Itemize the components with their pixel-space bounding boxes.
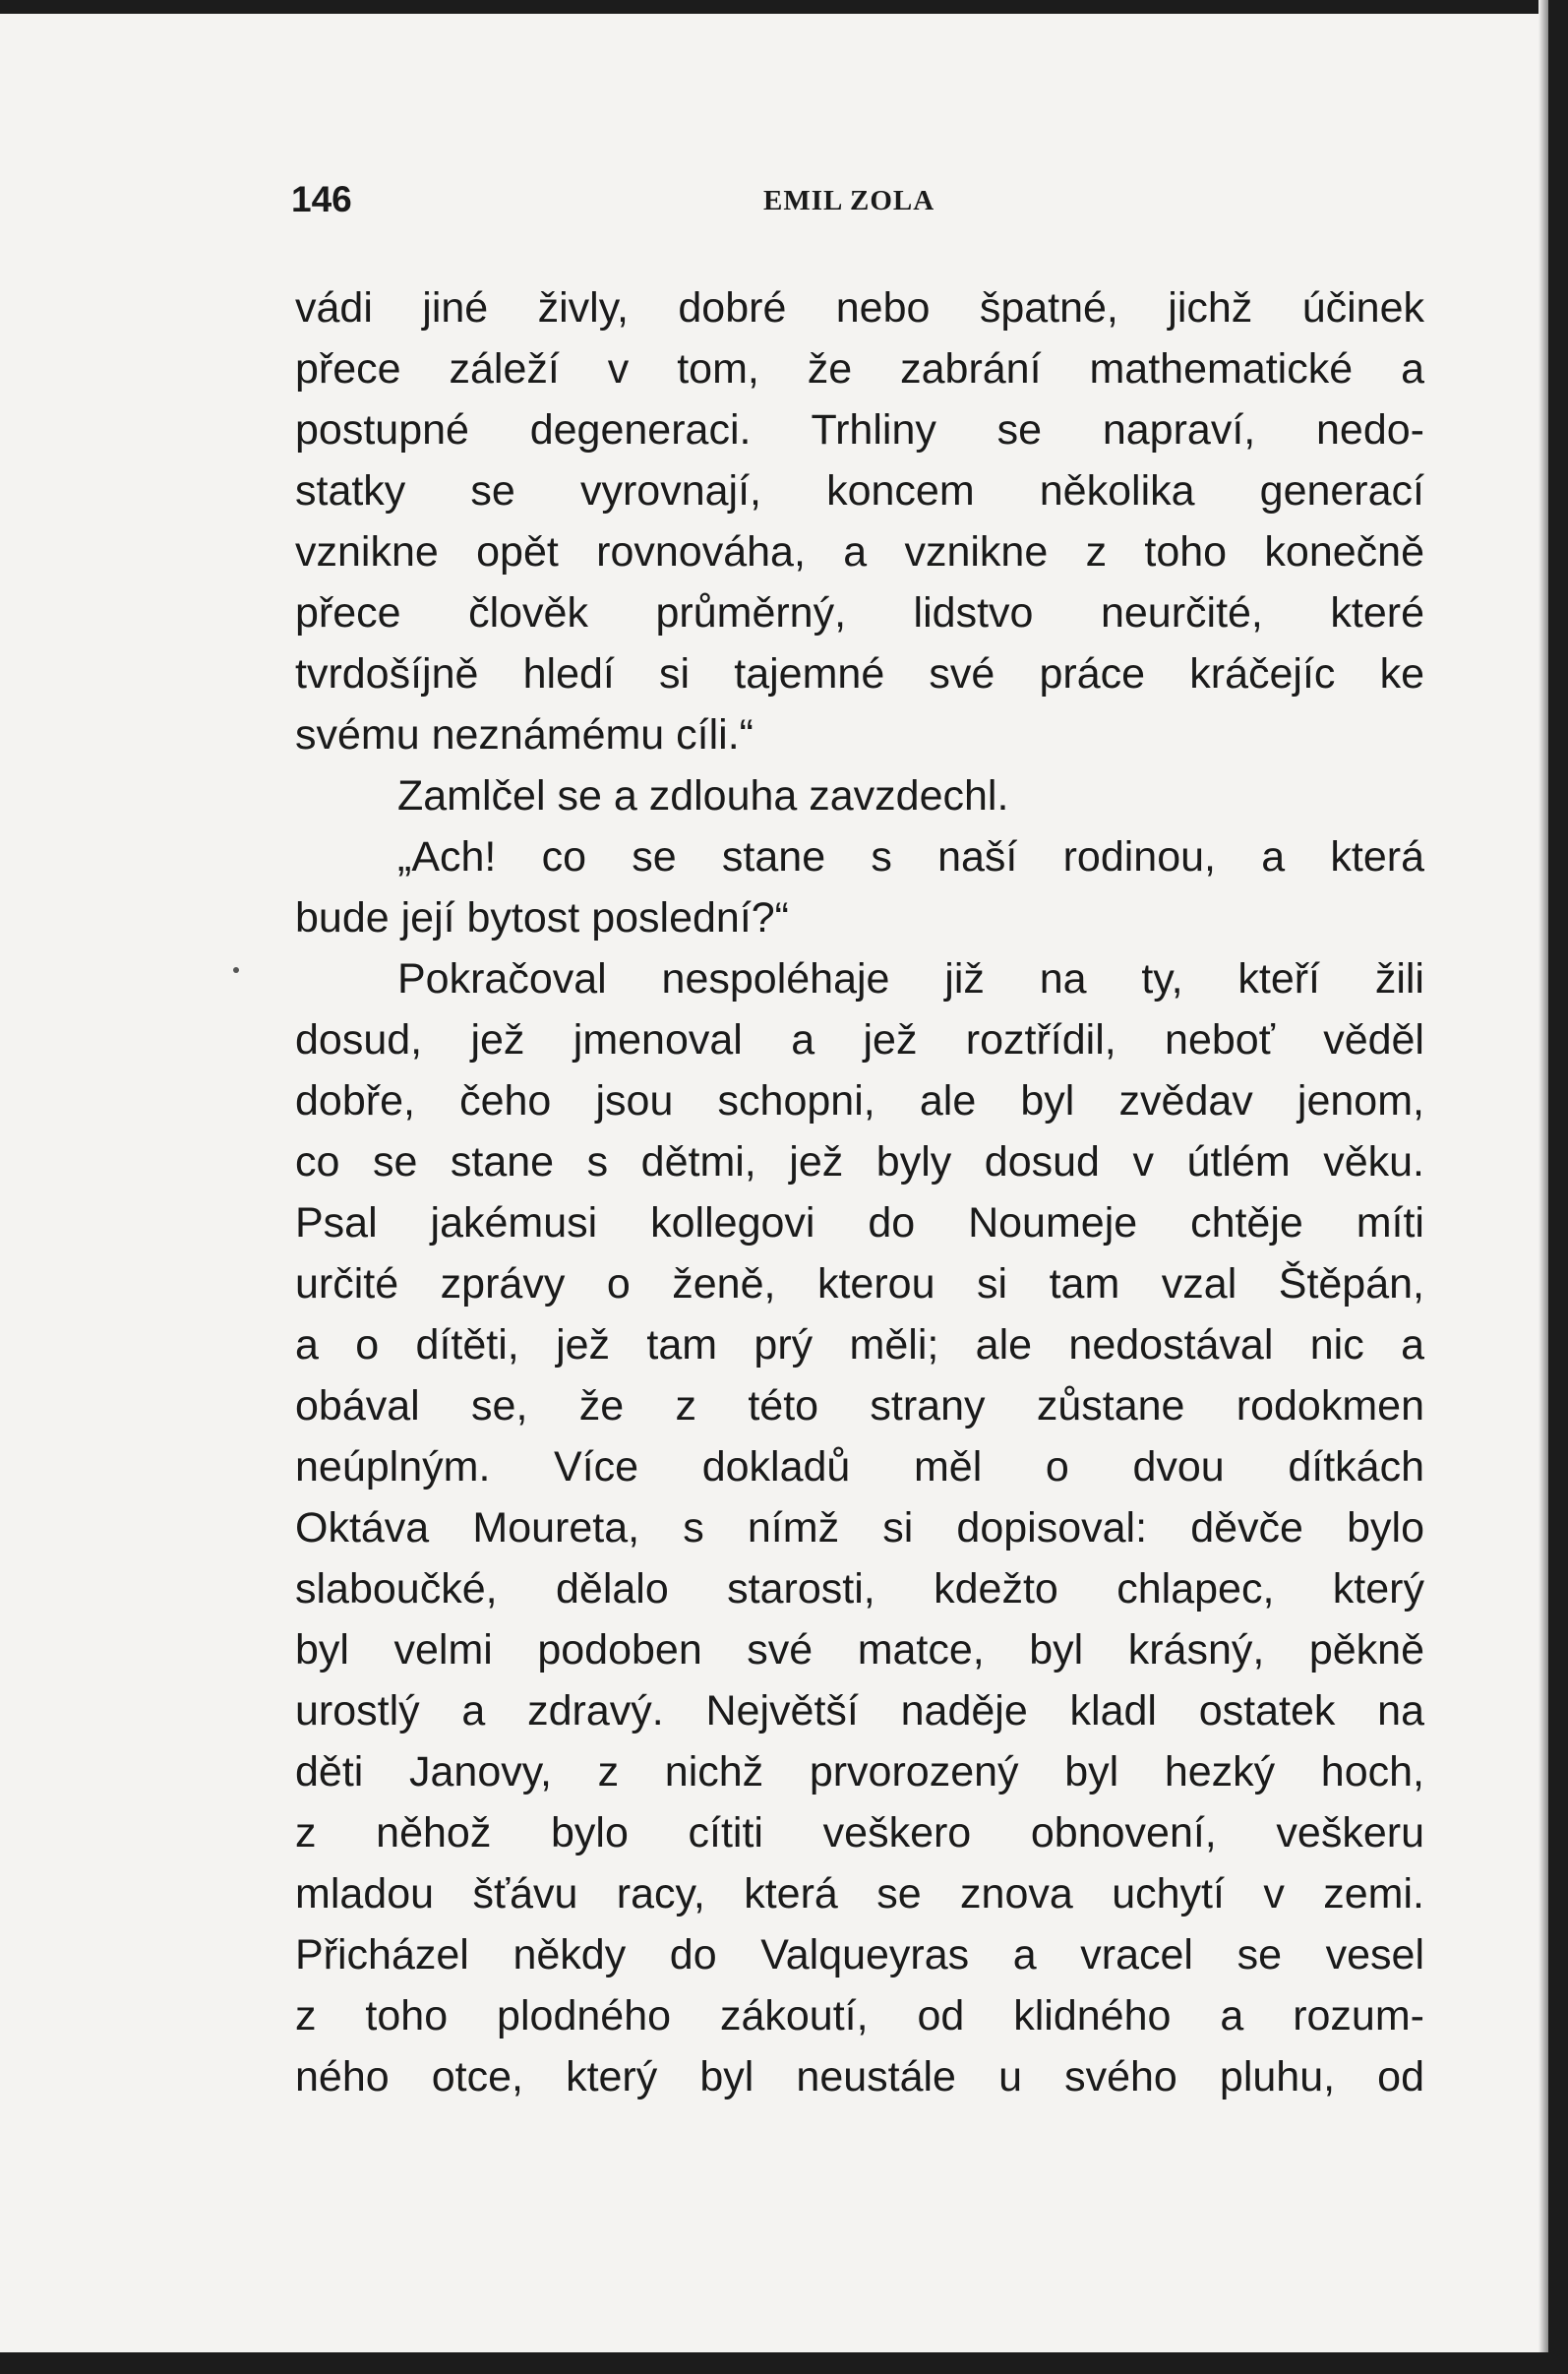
scan-border-right [1548, 0, 1568, 2374]
page-header [291, 179, 1424, 228]
text-line: mladou šťávu racy, která se znova uchytí v zemi. [295, 1870, 1424, 1917]
text-line: tvrdošíjně hledí si tajemné své práce kráčejíc ke [295, 650, 1424, 698]
text-line: z toho plodného zákoutí, od klidného a rozum- [295, 1992, 1424, 2039]
scan-border-bottom [0, 2352, 1568, 2374]
text-line: přece člověk průměrný, lidstvo neurčité, které [295, 589, 1424, 637]
text-line: Pokračoval nespoléhaje již na ty, kteří žili [397, 955, 1424, 1003]
text-line: Zamlčel se a zdlouha zavzdechl. [397, 772, 1009, 820]
text-line: byl velmi podoben své matce, byl krásný, pěkně [295, 1626, 1424, 1674]
text-line: vádi jiné živly, dobré nebo špatné, jichž účinek [295, 284, 1424, 332]
text-line: z něhož bylo cítiti veškero obnovení, veškeru [295, 1809, 1424, 1857]
text-line: postupné degeneraci. Trhliny se napraví, nedo- [295, 406, 1424, 454]
text-line: bude její bytost poslední?“ [295, 894, 789, 942]
scan-speck [233, 967, 239, 973]
text-line: dobře, čeho jsou schopni, ale byl zvědav jenom, [295, 1077, 1424, 1125]
text-line: přece záleží v tom, že zabrání mathematické a [295, 345, 1424, 393]
text-line: vznikne opět rovnováha, a vznikne z toho konečně [295, 528, 1424, 576]
text-line: co se stane s dětmi, jež byly dosud v útlém věku. [295, 1138, 1424, 1186]
running-head: EMIL ZOLA [763, 185, 935, 216]
scan-border-top [0, 0, 1568, 14]
body-text [295, 277, 1424, 2107]
text-line: statky se vyrovnají, koncem několika generací [295, 467, 1424, 515]
text-line: Psal jakémusi kollegovi do Noumeje chtěje míti [295, 1199, 1424, 1247]
text-line: a o dítěti, jež tam prý měli; ale nedostával nic a [295, 1321, 1424, 1369]
text-line: „Ach! co se stane s naší rodinou, a která [397, 833, 1424, 881]
text-line: obával se, že z této strany zůstane rodokmen [295, 1382, 1424, 1430]
text-line: určité zprávy o ženě, kterou si tam vzal Štěpán, [295, 1260, 1424, 1308]
page-edge-shadow [1538, 0, 1548, 2374]
text-line: slaboučké, dělalo starosti, kdežto chlapec, který [295, 1565, 1424, 1613]
text-line: Přicházel někdy do Valqueyras a vracel se vesel [295, 1931, 1424, 1978]
page-number: 146 [291, 179, 352, 219]
text-line: dosud, jež jmenoval a jež roztřídil, neboť věděl [295, 1016, 1424, 1064]
text-line: ného otce, který byl neustále u svého pluhu, od [295, 2053, 1424, 2100]
text-line: neúplným. Více dokladů měl o dvou dítkách [295, 1443, 1424, 1491]
text-line: děti Janovy, z nichž prvorozený byl hezký hoch, [295, 1748, 1424, 1796]
text-line: urostlý a zdravý. Největší naděje kladl ostatek na [295, 1687, 1424, 1735]
text-line: svému neznámému cíli.“ [295, 711, 754, 759]
text-line: Oktáva Moureta, s nímž si dopisoval: děvče bylo [295, 1504, 1424, 1552]
